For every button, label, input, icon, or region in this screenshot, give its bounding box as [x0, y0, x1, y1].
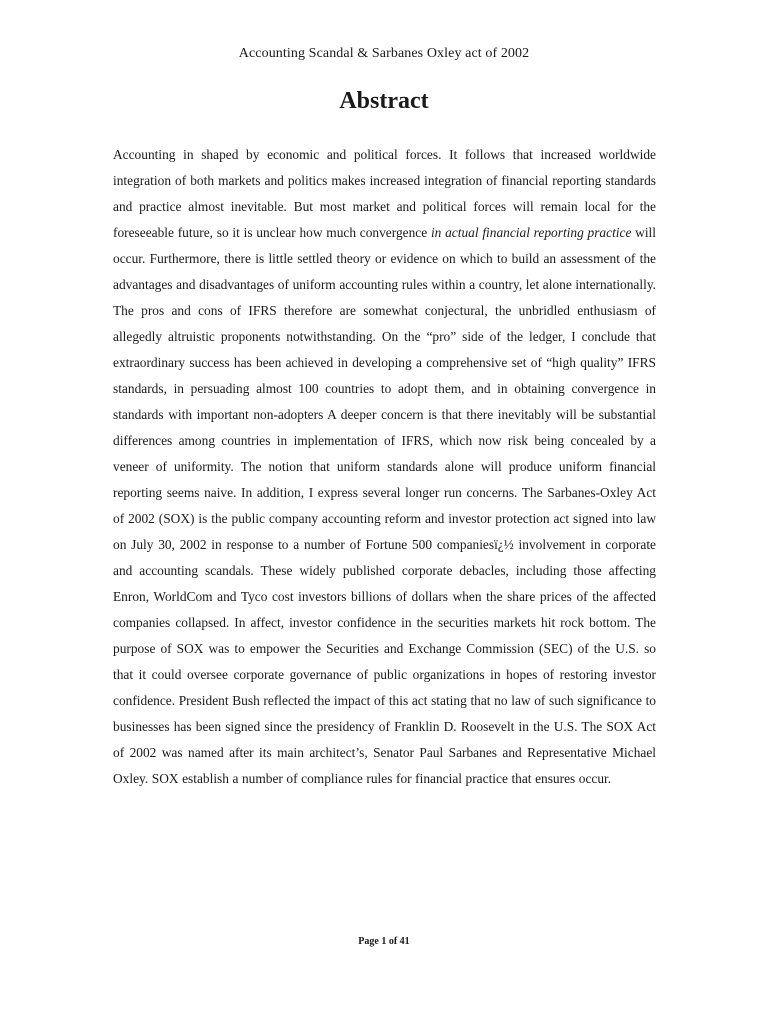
- abstract-paragraph: [113, 142, 656, 792]
- abstract-text-part-1: Accounting in shaped by economic and political forces. It follows that increased worldwide integration of both markets and politics makes increased integration of financial reporting standards and practice almost inevitable. But most market and political forces will remain local for the foreseeable future, so it is unclear how much convergence: [113, 147, 656, 240]
- running-header: Accounting Scandal & Sarbanes Oxley act of 2002: [238, 46, 530, 61]
- page-number-footer: Page 1 of 41: [358, 936, 410, 947]
- page-title: Abstract: [339, 88, 429, 114]
- abstract-emphasis: in actual financial reporting practice: [430, 225, 632, 240]
- abstract-text-part-2: will occur. Furthermore, there is little settled theory or evidence on which to build an assessment of the advantages and disadvantages of uniform accounting rules within a country, let alone internationally. The pros and cons of IFRS therefore are somewhat conjectural, the unbridled enthusiasm of allegedly altruistic proponents notwithstanding. On the “pro” side of the ledger, I conclude that extraordinary success has been achieved in developing a comprehensive set of “high quality” IFRS standards, in persuading almost 100 countries to adopt them, and in obtaining convergence in standards with important non-adopters A deeper concern is that there inevitably will be substantial differences among countries in implementation of IFRS, which now risk being concealed by a veneer of uniformity. The notion that uniform standards alone will produce uniform financial reporting seems naive. In addition, I express several longer run concerns. The Sarbanes-Oxley Act of 2002 (SOX) is the public company accounting reform and investor protection act signed into law on July 30, 2002 in response to a number of Fortune 500 companiesï¿½ involvement in corporate and accounting scandals. These widely published corporate debacles, including those affecting Enron, WorldCom and Tyco cost investors billions of dollars when the share prices of the affected companies collapsed. In affect, investor confidence in the securities markets hit rock bottom. The purpose of SOX was to empower the Securities and Exchange Commission (SEC) of the U.S. so that it could oversee corporate governance of public organizations in hopes of restoring investor confidence. President Bush reflected the impact of this act stating that no law of such significance to businesses has been signed since the presidency of Franklin D. Roosevelt in the U.S. The SOX Act of 2002 was named after its main architect’s, Senator Paul Sarbanes and Representative Michael Oxley. SOX establish a number of compliance rules for financial practice that ensures occur.: [113, 225, 656, 786]
